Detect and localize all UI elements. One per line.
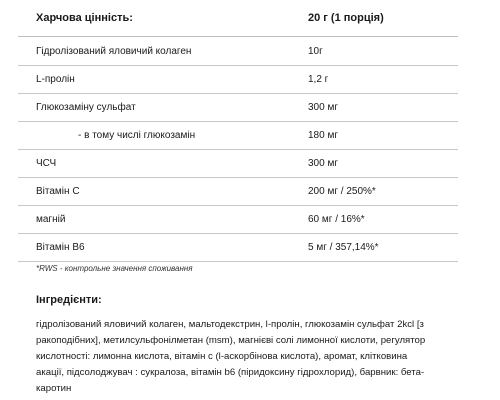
rws-footnote: *RWS - контрольне значення споживання [36,264,193,273]
nutrient-name: Гідролізований яловичий колаген [18,37,290,66]
nutrient-name: Вітамін С [18,178,290,206]
nutrition-row [18,66,458,94]
nutrition-header-label: Харчова цінність: [18,0,290,37]
nutrition-row [18,122,458,150]
nutrition-row [18,94,458,122]
nutrient-value: 60 мг / 16%* [290,206,458,234]
ingredients-line: каротин [36,383,72,394]
nutrient-name: Вітамін В6 [18,234,290,262]
nutrition-header-serving: 20 г (1 порція) [290,0,458,37]
nutrient-name-sub: - в тому числі глюкозамін [18,122,290,150]
nutrient-value: 300 мг [290,94,458,122]
ingredients-title: Інгредієнти: [36,294,102,306]
nutrition-row [18,150,458,178]
nutrition-row [18,37,458,66]
nutrient-value: 180 мг [290,122,458,150]
ingredients-line: акації, підсолоджувач : сукралоза, вітамін b6 (піридоксину гідрохлорид), барвник: бета- [36,367,425,378]
nutrition-table [18,0,458,262]
nutrition-row [18,206,458,234]
nutrition-row [18,178,458,206]
nutrient-value: 10г [290,37,458,66]
nutrition-row [18,234,458,262]
ingredients-line: гідролізований яловичий колаген, мальтодекстрин, l-пролін, глюкозамін сульфат 2kcl [з [36,319,424,330]
nutrient-name: ЧСЧ [18,150,290,178]
content-area [18,0,458,262]
nutrient-value: 200 мг / 250%* [290,178,458,206]
nutrient-value: 5 мг / 357,14%* [290,234,458,262]
ingredients-text [36,317,472,397]
nutrient-value: 300 мг [290,150,458,178]
nutrient-value: 1,2 г [290,66,458,94]
ingredients-line: кислотності: лимонна кислота, вітамін с (l-аскорбінова кислота), аромат, клітковина [36,351,408,362]
nutrient-name: L-пролін [18,66,290,94]
nutrition-header-row [18,0,458,37]
ingredients-line: ракоподібних], метилсульфонілметан (msm), магнієві солі лимонної кислоти, регулятор [36,335,426,346]
nutrient-name: магній [18,206,290,234]
nutrient-name: Глюкозаміну сульфат [18,94,290,122]
